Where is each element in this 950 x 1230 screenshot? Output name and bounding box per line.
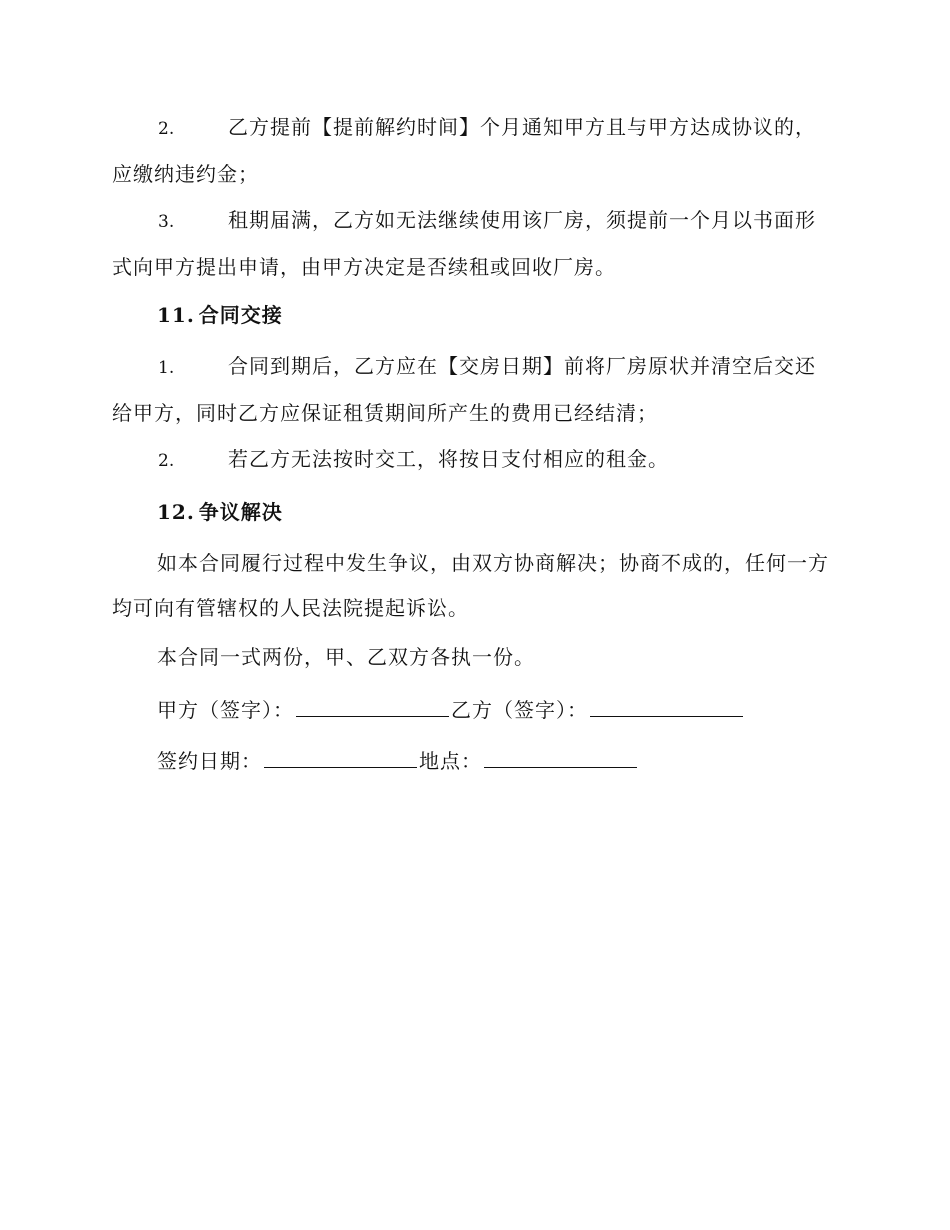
- section-heading: [157, 497, 283, 527]
- clause-number: 3.: [158, 212, 175, 232]
- clause-number: 2.: [158, 119, 175, 139]
- place-label: 地点：: [419, 749, 482, 773]
- clause-number: 2.: [158, 451, 175, 471]
- clause-text: 租期届满，乙方如无法继续使用该厂房，须提前一个月以书面形式向甲方提出申请，由甲方决定是否续租或回收厂房。: [112, 208, 816, 279]
- clause-text: 若乙方无法按时交工，将按日支付相应的租金。: [228, 447, 669, 471]
- party-b-signature-blank[interactable]: [590, 696, 743, 717]
- signature-line: [157, 695, 745, 725]
- section-paragraph: 如本合同履行过程中发生争议，由双方协商解决；协商不成的，任何一方均可向有管辖权的人民法院提起诉讼。: [112, 551, 829, 620]
- clause-item: [112, 437, 832, 484]
- clause-item: [112, 344, 832, 436]
- place-blank[interactable]: [484, 747, 637, 768]
- section-number: 11.: [157, 303, 195, 327]
- clause-text: 乙方提前【提前解约时间】个月通知甲方且与甲方达成协议的，应缴纳违约金；: [112, 115, 816, 186]
- section-title: 合同交接: [198, 303, 283, 327]
- date-blank[interactable]: [264, 747, 417, 768]
- party-a-label: 甲方（签字）：: [157, 698, 294, 722]
- date-place-line: [157, 746, 639, 776]
- clause-number: 1.: [158, 358, 175, 378]
- section-heading: [157, 300, 283, 330]
- section-number: 12.: [157, 500, 195, 524]
- date-label: 签约日期：: [157, 749, 262, 773]
- clause-text: 合同到期后，乙方应在【交房日期】前将厂房原状并清空后交还给甲方，同时乙方应保证租赁期间所产生的费用已经结清；: [112, 354, 816, 425]
- closing-paragraph: 本合同一式两份，甲、乙双方各执一份。: [157, 645, 535, 669]
- clause-item: [112, 198, 832, 290]
- party-b-label: 乙方（签字）：: [451, 698, 588, 722]
- party-a-signature-blank[interactable]: [296, 696, 449, 717]
- clause-item: [112, 105, 832, 197]
- section-title: 争议解决: [198, 500, 283, 524]
